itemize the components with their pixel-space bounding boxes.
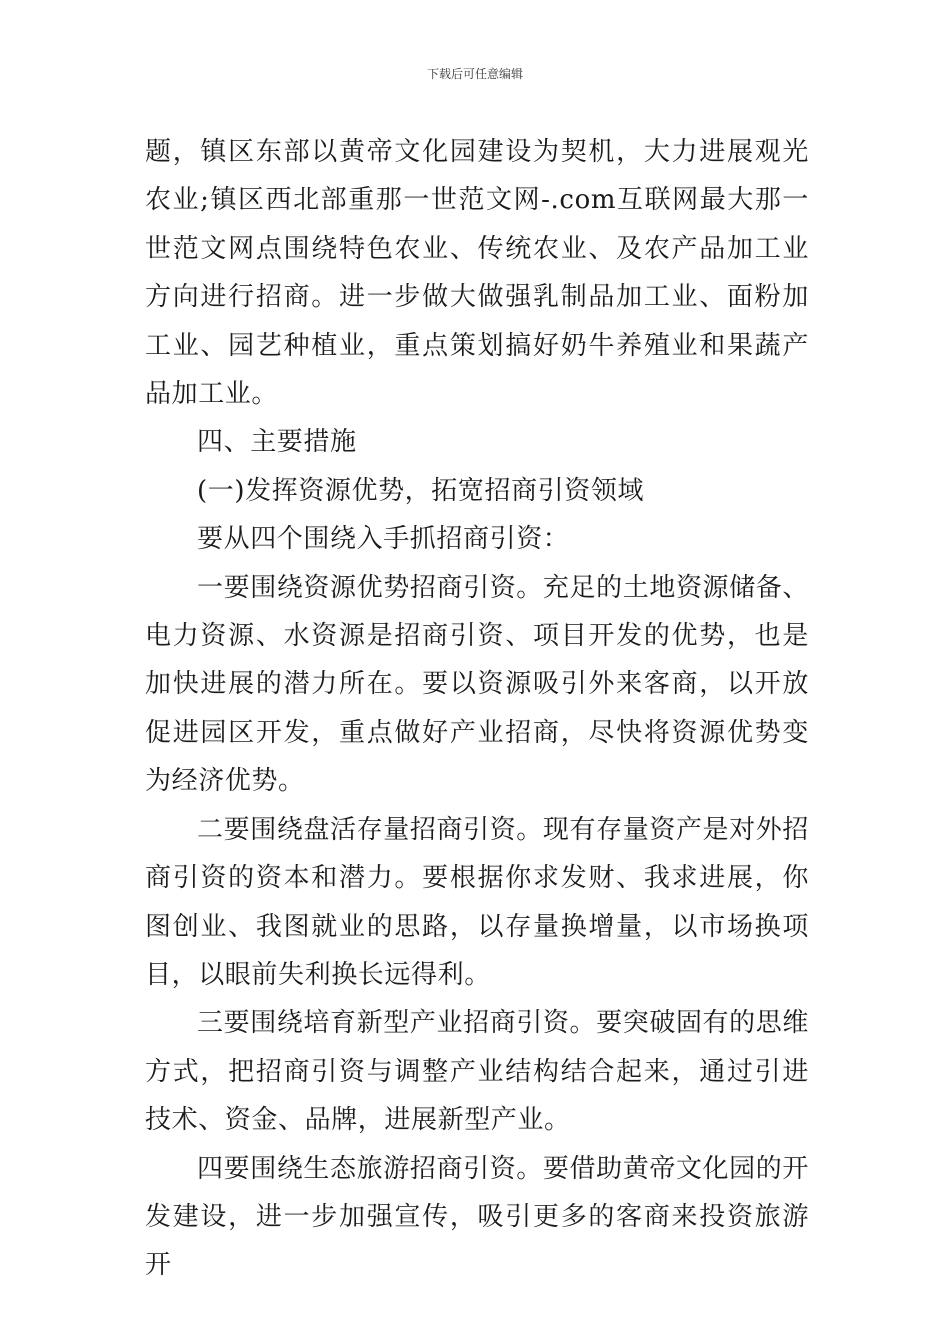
subsection-heading-resource-advantage: (一)发挥资源优势，拓宽招商引资领域 xyxy=(197,475,645,506)
paragraph-point-three: 三要围绕培育新型产业招商引资。要突破固有的思维方式，把招商引资与调整产业结构结合起来，通过引进技术、资金、品牌，进展新型产业。 xyxy=(145,1008,809,1136)
paragraph-point-two: 二要围绕盘活存量招商引资。现有存量资产是对外招商引资的资本和潜力。要根据你求发财、我求进展，你图创业、我图就业的思路，以存量换增量，以市场换项目，以眼前失利换长远得利。 xyxy=(145,814,809,990)
page-header-note: 下载后可任意编辑 xyxy=(426,67,523,81)
paragraph-point-four: 四要围绕生态旅游招商引资。要借助黄帝文化园的开发建设，进一步加强宣传，吸引更多的客商来投资旅游开 xyxy=(145,1153,809,1281)
paragraph-intro: 要从四个围绕入手抓招商引资： xyxy=(197,524,570,555)
section-heading-main-measures: 四、主要措施 xyxy=(197,427,357,458)
document-body xyxy=(145,128,809,1290)
paragraph-continuation: 题，镇区东部以黄帝文化园建设为契机，大力进展观光农业;镇区西北部重那一世范文网-.com互联网最大那一世范文网点围绕特色农业、传统农业、及农产品加工业方向进行招商。进一步做大做强乳制品加工业、面粉加工业、园艺种植业，重点策划搞好奶牛养殖业和果蔬产品加工业。 xyxy=(145,137,809,410)
paragraph-point-one: 一要围绕资源优势招商引资。充足的土地资源储备、电力资源、水资源是招商引资、项目开发的优势，也是加快进展的潜力所在。要以资源吸引外来客商，以开放促进园区开发，重点做好产业招商，尽快将资源优势变为经济优势。 xyxy=(145,572,809,797)
